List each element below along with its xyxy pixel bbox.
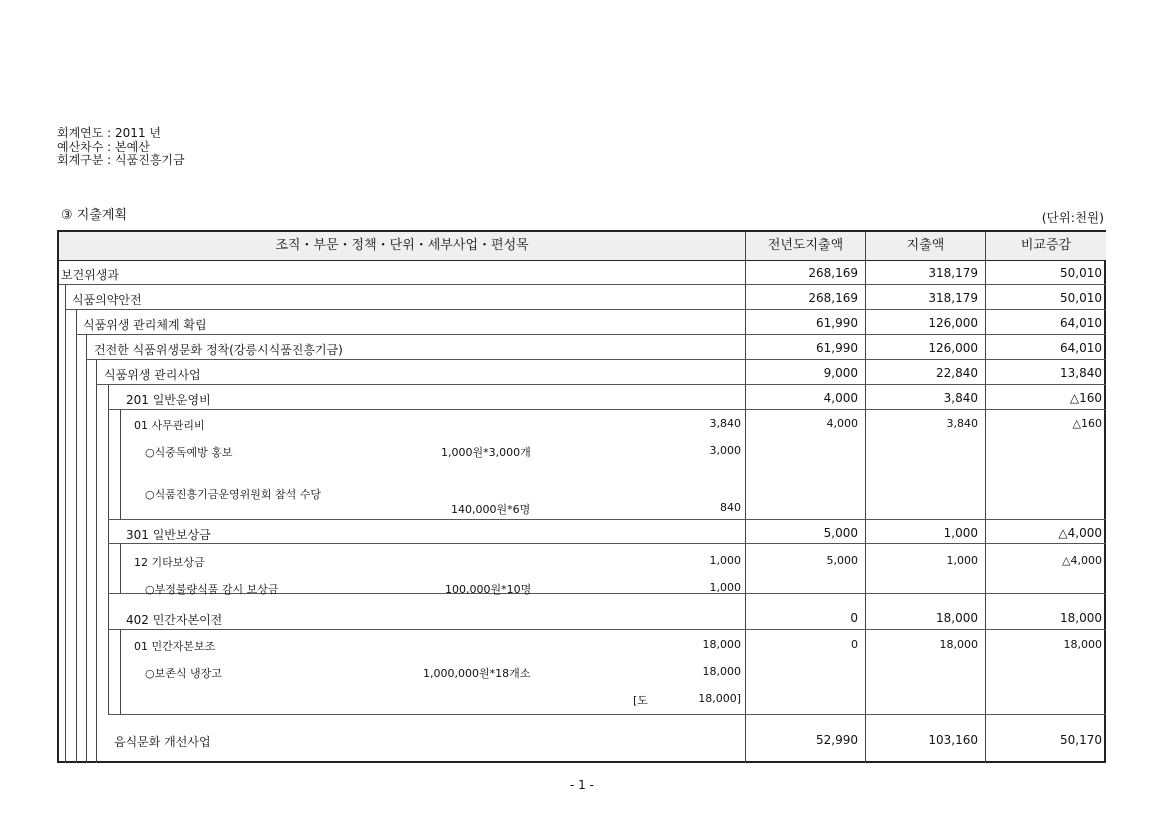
fiscal-year: 회계연도 : 2011 년 [57,126,161,140]
section-title: ③ 지출계획 [61,208,128,223]
prev-value: 61,990 [816,341,858,355]
divider [985,232,986,763]
diff-value: 18,000 [1063,638,1102,651]
col-header-prev: 전년도지출액 [746,232,865,260]
row-label: 보건위생과 [61,268,119,282]
prev-value: 61,990 [816,316,858,330]
prev-value: 4,000 [826,417,858,430]
unit-label: (단위:천원) [1041,210,1104,225]
amount-value: 3,840 [946,417,978,430]
prev-value: 0 [850,611,858,625]
prev-value: 268,169 [808,291,858,305]
amount-value: 18,000 [936,611,978,625]
calc-text: 1,000원*3,000개 [441,446,531,459]
detail-value: 1,000 [709,581,741,594]
divider [59,284,1106,285]
amount-value: 103,160 [928,733,978,747]
diff-value: △160 [1069,391,1102,405]
divider [59,260,1106,261]
indent-line [108,384,109,714]
row-label: ○보존식 냉장고 [145,667,222,680]
amount-value: 1,000 [943,526,978,540]
divider [65,309,1106,310]
detail-value: 18,000 [702,665,741,678]
amount-value: 3,840 [943,391,978,405]
row-label: ○부정불량식품 감시 보상금 [145,583,279,596]
detail-value: 840 [720,501,741,514]
detail-value: 3,000 [709,444,741,457]
diff-value: △4,000 [1062,554,1102,567]
col-header-category: 조직・부문・정책・단위・세부사업・편성목 [59,232,745,260]
prev-value: 5,000 [826,554,858,567]
page-number: - 1 - [570,778,594,792]
col-header-diff: 비교증감 [986,232,1106,260]
amount-value: 22,840 [936,366,978,380]
diff-value: 64,010 [1060,316,1102,330]
diff-value: 64,010 [1060,341,1102,355]
indent-line [120,409,121,519]
row-label: 301 일반보상금 [126,528,211,542]
amount-value: 318,179 [928,266,978,280]
divider [865,232,866,763]
divider [745,232,746,763]
detail-value: 3,840 [709,417,741,430]
prev-value: 5,000 [823,526,858,540]
diff-value: 50,010 [1060,266,1102,280]
prev-value: 9,000 [823,366,858,380]
diff-value: 50,010 [1060,291,1102,305]
row-label: ○식중독예방 홍보 [145,446,233,459]
row-label: 음식문화 개선사업 [114,735,211,749]
account-type: 회계구분 : 식품진흥기금 [57,153,185,167]
prev-value: 0 [851,638,858,651]
divider [108,543,1106,544]
row-label: 12 기타보상금 [134,556,205,569]
indent-line [120,543,121,593]
divider [96,384,1106,385]
diff-value: △4,000 [1058,526,1102,540]
row-label: 식품의약안전 [72,293,142,307]
divider [108,714,1106,715]
calc-text: 100,000원*10명 [445,583,532,596]
indent-line [86,334,87,763]
calc-text: 1,000,000원*18개소 [423,667,531,680]
col-header-amount: 지출액 [866,232,985,260]
amount-value: 18,000 [939,638,978,651]
prev-value: 268,169 [808,266,858,280]
divider [108,629,1106,630]
divider [108,409,1106,410]
row-label: 식품위생 관리사업 [104,368,201,382]
detail-value: 18,000 [702,638,741,651]
amount-value: 318,179 [928,291,978,305]
diff-value: 18,000 [1060,611,1102,625]
indent-line [76,309,77,763]
row-label: 201 일반운영비 [126,393,211,407]
calc-text: 140,000원*6명 [451,503,531,516]
header-info [57,127,185,168]
expenditure-table [57,230,1106,763]
amount-value: 126,000 [928,316,978,330]
prev-value: 4,000 [823,391,858,405]
budget-round: 예산차수 : 본예산 [57,139,150,154]
row-label: 건전한 식품위생문화 정착(강릉시식품진흥기금) [94,343,343,357]
diff-value: 50,170 [1060,733,1102,747]
detail-value: 1,000 [709,554,741,567]
diff-value: △160 [1072,417,1102,430]
divider [108,519,1106,520]
amount-value: 126,000 [928,341,978,355]
row-label: 식품위생 관리체계 확립 [83,318,207,332]
row-label: 402 민간자본이전 [126,613,223,627]
row-label: ○식품진흥기금운영위원회 참석 수당 [145,488,321,501]
funding-source: [도 [633,694,648,707]
row-label: 01 민간자본보조 [134,640,216,653]
diff-value: 13,840 [1060,366,1102,380]
indent-line [96,359,97,763]
funding-amount: 18,000] [698,692,741,705]
indent-line [120,629,121,714]
indent-line [65,284,66,763]
divider [86,359,1106,360]
row-label: 01 사무관리비 [134,419,205,432]
amount-value: 1,000 [946,554,978,567]
prev-value: 52,990 [816,733,858,747]
divider [76,334,1106,335]
